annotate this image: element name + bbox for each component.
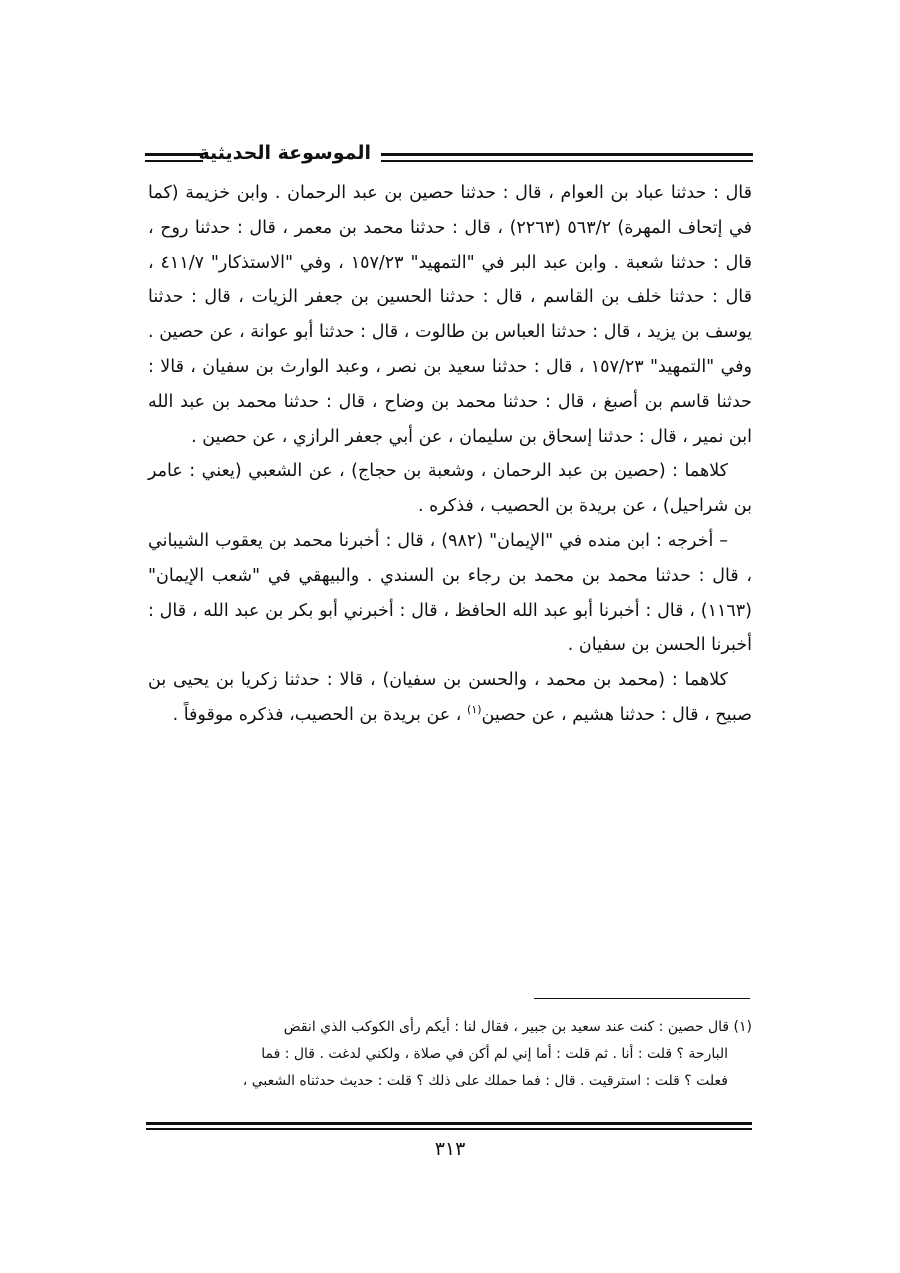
- paragraph-4-text-after: ، عن بريدة بن الحصيب، فذكره موقوفاً .: [172, 704, 468, 725]
- paragraph-2: كلاهما : (حصين بن عبد الرحمان ، وشعبة بن حجاج) ، عن الشعبي (يعني : عامر بن شراحيل) ، عن بريدة بن الحصيب ، فذكره .: [148, 461, 752, 517]
- footnote-separator: [534, 998, 750, 999]
- footnote-line-1: (١) قال حصين : كنت عند سعيد بن جبير ، فقال لنا : أيكم رأى الكوكب الذي انقض: [283, 1019, 752, 1035]
- footnotes: [148, 1014, 752, 1095]
- header-rule-right: [381, 153, 753, 162]
- paragraph-1: قال : حدثنا عباد بن العوام ، قال : حدثنا حصين بن عبد الرحمان . وابن خزيمة (كما في إتحاف المهرة) ٥٦٣/٢ (٢٢٦٣) ، قال : حدثنا محمد بن معمر ، قال : حدثنا روح ، قال : حدثنا شعبة . وابن عبد البر في "التمهيد" ١٥٧/٢٣ ، وفي "الاستذكار" ٤١١/٧ ، قال : حدثنا خلف بن القاسم ، قال : حدثنا الحسين بن جعفر الزيات ، قال : حدثنا يوسف بن يزيد ، قال : حدثنا العباس بن طالوت ، قال : حدثنا أبو عوانة ، عن حصين . وفي "التمهيد" ١٥٧/٢٣ ، قال : حدثنا سعيد بن نصر ، وعبد الوارث بن سفيان ، قالا : حدثنا قاسم بن أصبغ ، قال : حدثنا محمد بن وضاح ، قال : حدثنا محمد بن عبد الله ابن نمير ، قال : حدثنا إسحاق بن سليمان ، عن أبي جعفر الرازي ، عن حصين .: [148, 183, 753, 447]
- main-text: [148, 176, 752, 733]
- header-title: الموسوعة الحديثية: [198, 142, 371, 164]
- footnote-reference[interactable]: (١): [467, 703, 482, 717]
- paragraph-4-text-before: كلاهما : (محمد بن محمد ، والحسن بن سفيان) ، قالا : حدثنا زكريا بن يحيى بن صبيح ، قال : حدثنا هشيم ، عن حصين: [148, 670, 752, 725]
- footnote-line-2: البارحة ؟ قلت : أنا . ثم قلت : أما إني لم أكن في صلاة ، ولكني لدغت . قال : فما: [261, 1046, 728, 1062]
- footer-rule: [146, 1122, 752, 1130]
- paragraph-3: – أخرجه : ابن منده في "الإيمان" (٩٨٢) ، قال : أخبرنا محمد بن يعقوب الشيباني ، قال : حدثنا محمد بن محمد بن رجاء بن السندي . والبيهقي في "شعب الإيمان" (١١٦٣) ، قال : أخبرنا أبو عبد الله الحافظ ، قال : أخبرني أبو بكر بن عبد الله ، قال : أخبرنا الحسن بن سفيان .: [148, 530, 752, 656]
- page-number: ٣١٣: [434, 1138, 466, 1160]
- running-header: [145, 140, 753, 176]
- footnote-line-3: فعلت ؟ قلت : استرقيت . قال : فما حملك على ذلك ؟ قلت : حديث حدثناه الشعبي ،: [242, 1073, 728, 1089]
- header-rule-left: [145, 153, 203, 162]
- paragraph-4: [148, 663, 752, 733]
